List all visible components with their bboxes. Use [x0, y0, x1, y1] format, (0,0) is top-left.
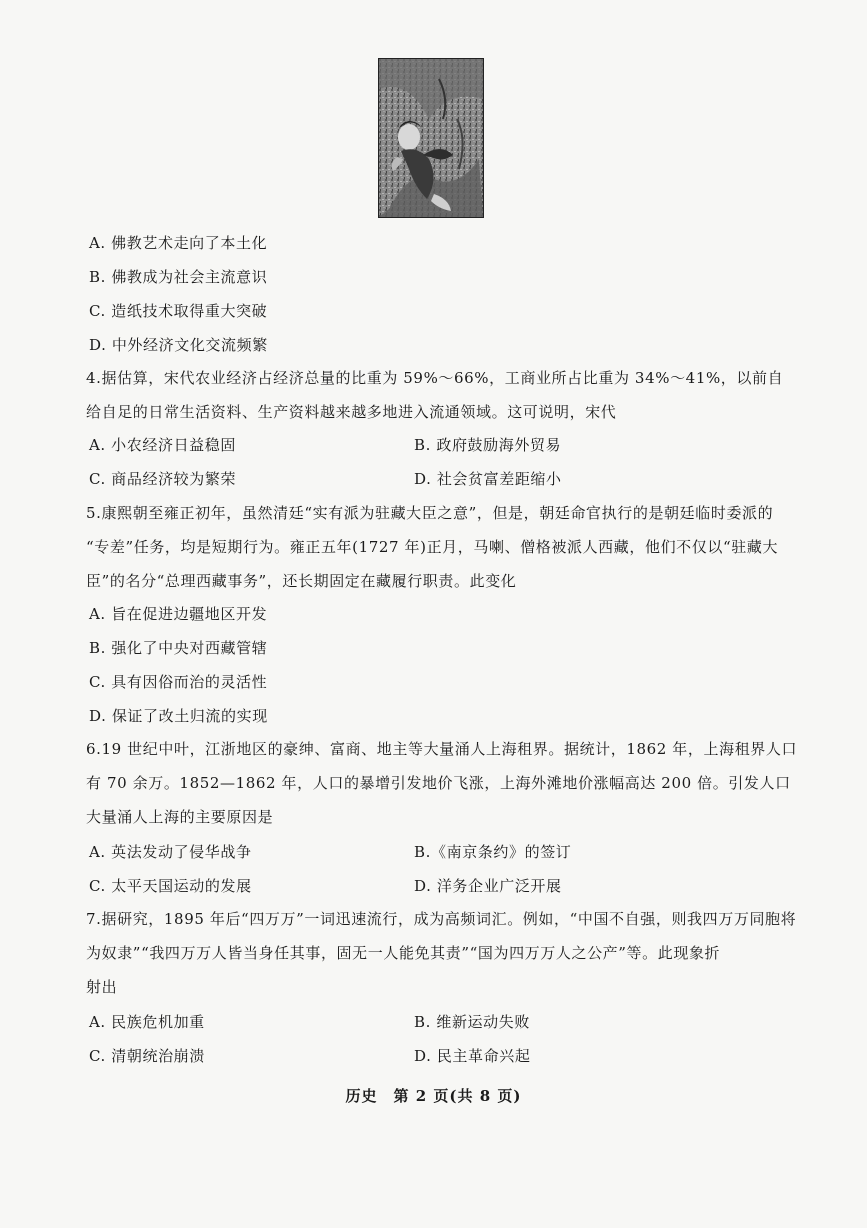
q7-stem-line-3: 射出 [86, 978, 118, 996]
q3-option-b: B. 佛教成为社会主流意识 [89, 268, 268, 286]
q5-option-c: C. 具有因俗而治的灵活性 [89, 673, 268, 691]
q4-option-d: D. 社会贫富差距缩小 [414, 470, 562, 488]
q5-option-b: B. 强化了中央对西藏管辖 [89, 639, 268, 657]
q7-option-b: B. 维新运动失败 [414, 1013, 530, 1031]
q6-option-b: B.《南京条约》的签订 [414, 843, 572, 861]
q3-option-a: A. 佛教艺术走向了本土化 [89, 234, 268, 252]
q4-option-b: B. 政府鼓励海外贸易 [414, 436, 562, 454]
q7-option-d: D. 民主革命兴起 [414, 1047, 531, 1065]
buddhist-art-photo [378, 58, 484, 218]
q7-stem-line-2: 为奴隶”“我四万万人皆当身任其事，固无一人能免其责”“国为四万万人之公产”等。此现象折 [86, 944, 721, 962]
q4-option-a: A. 小农经济日益稳固 [89, 436, 236, 454]
q5-option-a: A. 旨在促进边疆地区开发 [89, 605, 268, 623]
q3-option-c: C. 造纸技术取得重大突破 [89, 302, 268, 320]
q6-stem-line-2: 有 70 余万。1852—1862 年，人口的暴增引发地价飞涨，上海外滩地价涨幅高达 200 倍。引发人口 [86, 774, 791, 792]
q6-option-d: D. 洋务企业广泛开展 [414, 877, 562, 895]
q5-option-d: D. 保证了改土归流的实现 [89, 707, 268, 725]
q5-stem-line-1: 5.康熙朝至雍正初年，虽然清廷“实有派为驻藏大臣之意”，但是，朝廷命官执行的是朝廷临时委派的 [86, 504, 774, 522]
q4-stem-line-2: 给自足的日常生活资料、生产资料越来越多地进入流通领域。这可说明，宋代 [86, 403, 617, 421]
q6-option-a: A. 英法发动了侵华战争 [89, 843, 252, 861]
page-footer: 历史 第 2 页(共 8 页) [345, 1087, 522, 1105]
q7-option-c: C. 清朝统治崩溃 [89, 1047, 205, 1065]
q6-stem-line-3: 大量涌人上海的主要原因是 [86, 808, 274, 826]
q5-stem-line-3: 臣”的名分“总理西藏事务”，还长期固定在藏履行职责。此变化 [86, 572, 517, 590]
q5-stem-line-2: “专差”任务，均是短期行为。雍正五年(1727 年)正月，马喇、僧格被派人西藏，他们不仅以“驻藏大 [86, 538, 779, 556]
q6-option-c: C. 太平天国运动的发展 [89, 877, 252, 895]
q7-option-a: A. 民族危机加重 [89, 1013, 205, 1031]
q7-stem-line-1: 7.据研究，1895 年后“四万万”一词迅速流行，成为高频词汇。例如，“中国不自强，则我四万万同胞将 [86, 910, 797, 928]
q4-stem-line-1: 4.据估算，宋代农业经济占经济总量的比重为 59%～66%，工商业所占比重为 34%～41%，以前自 [86, 369, 784, 387]
q3-option-d: D. 中外经济文化交流频繁 [89, 336, 268, 354]
q4-option-c: C. 商品经济较为繁荣 [89, 470, 237, 488]
q6-stem-line-1: 6.19 世纪中叶，江浙地区的豪绅、富商、地主等大量涌人上海租界。据统计，1862 年，上海租界人口 [86, 740, 798, 758]
